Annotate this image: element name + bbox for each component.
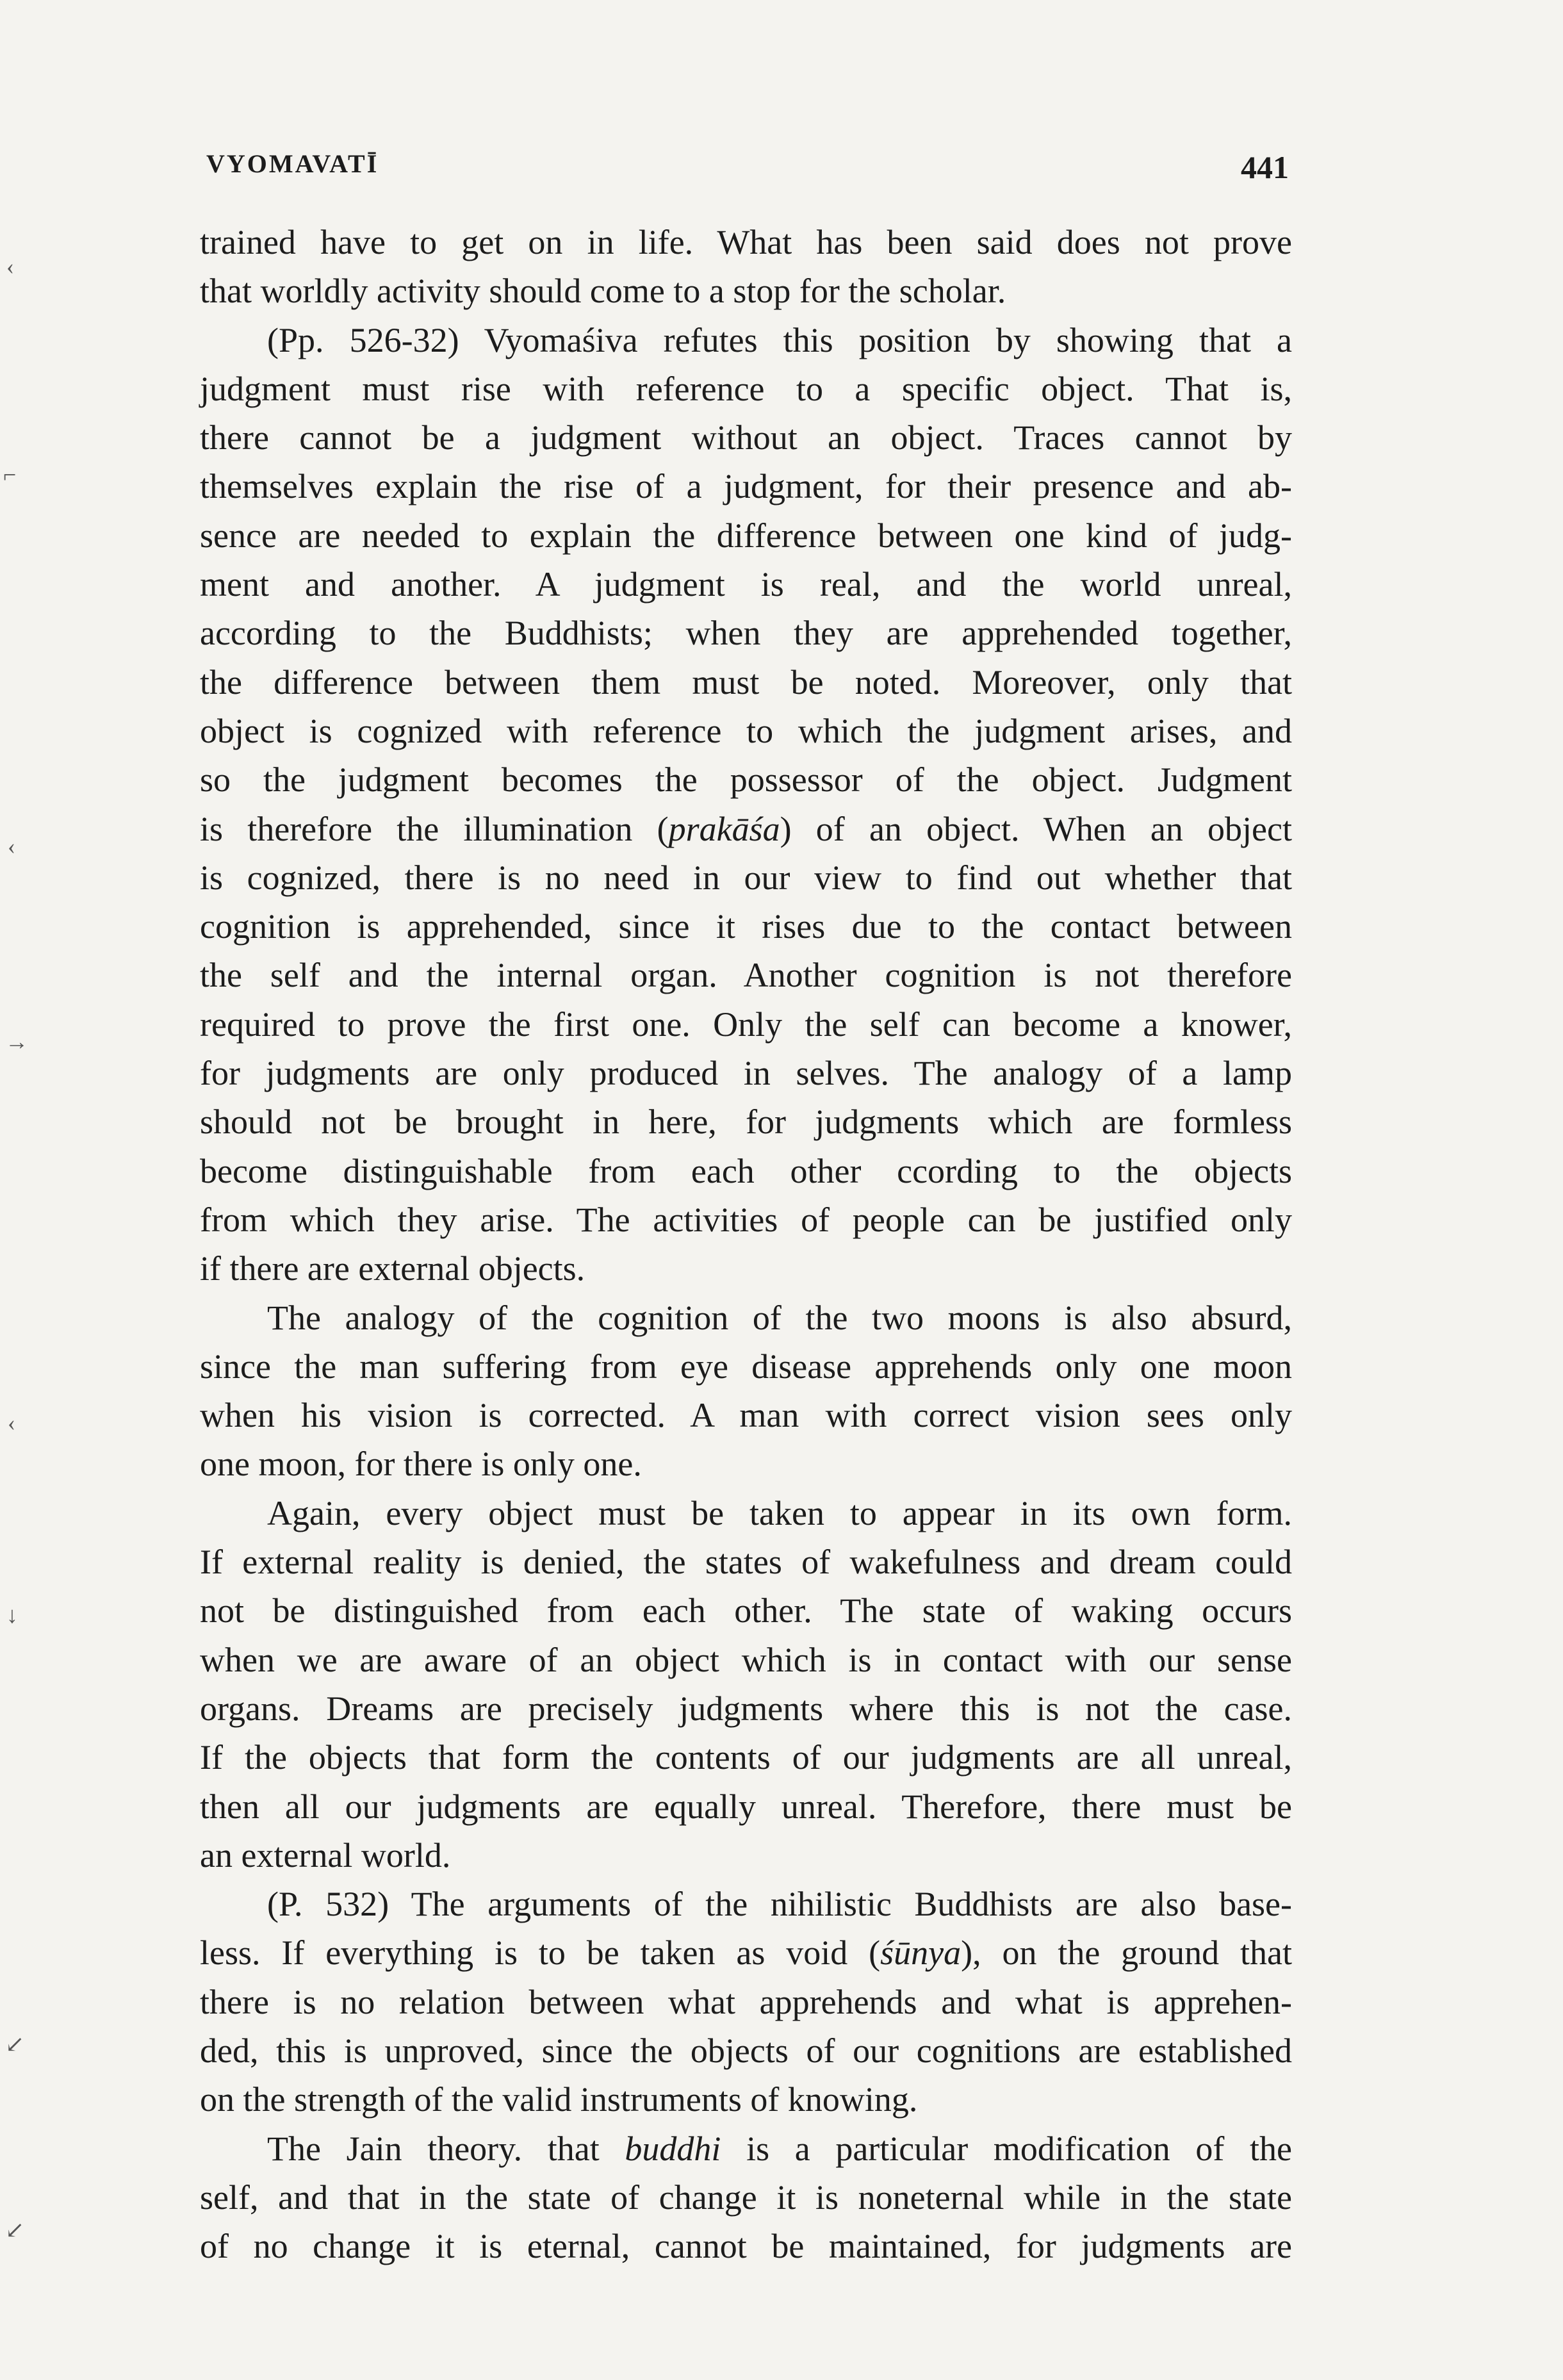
text-line: on the strength of the valid instruments of knowing. — [200, 2080, 918, 2119]
text-line: The Jain theory. that buddhi is a particular modification of the — [267, 2129, 1293, 2168]
text-line: the difference between them must be noted. Moreover, only that — [200, 662, 1292, 702]
running-title: VYOMAVATĪ — [206, 149, 379, 178]
text-line: is therefore the illumination (prakāśa) of an object. When an object — [200, 809, 1292, 848]
page-header — [206, 149, 1289, 193]
text-line: ment and another. A judgment is real, and the world unreal, — [200, 565, 1292, 604]
margin-mark: ‹ — [8, 833, 15, 859]
text-line: when his vision is corrected. A man with correct vision sees only — [200, 1396, 1292, 1435]
text-line: for judgments are only produced in selves. The analogy of a lamp — [200, 1054, 1292, 1093]
text-line: since the man suffering from eye disease apprehends only one moon — [200, 1347, 1292, 1386]
page-number: 441 — [1241, 149, 1289, 185]
text-line: become distinguishable from each other ccording to the objects — [200, 1151, 1292, 1190]
margin-mark: ↙ — [5, 2031, 25, 2057]
body-text — [200, 218, 1292, 2270]
text-line: (P. 532) The arguments of the nihilistic Buddhists are also base- — [267, 1885, 1292, 1924]
italic-term: prakāśa — [668, 809, 780, 848]
text-line: Again, every object must be taken to appear in its own form. — [267, 1493, 1292, 1532]
text-line: not be distinguished from each other. The state of waking occurs — [200, 1591, 1292, 1630]
text-line: then all our judgments are equally unreal. Therefore, there must be — [200, 1787, 1292, 1826]
text-line: (Pp. 526-32) Vyomaśiva refutes this position by showing that a — [267, 320, 1292, 359]
text-line: according to the Buddhists; when they are apprehended together, — [200, 614, 1292, 653]
text-line: so the judgment becomes the possessor of the object. Judgment — [200, 760, 1292, 800]
text-line: ded, this is unproved, since the objects of our cognitions are established — [200, 2031, 1292, 2070]
text-line: the self and the internal organ. Another cognition is not therefore — [200, 956, 1292, 995]
text-line: If the objects that form the contents of our judgments are all unreal, — [200, 1738, 1292, 1777]
margin-mark: → — [5, 1029, 28, 1055]
margin-mark: ‹ — [8, 1410, 15, 1436]
text-line: The analogy of the cognition of the two moons is also absurd, — [267, 1298, 1292, 1337]
margin-mark: ⌐ — [3, 462, 17, 488]
text-line: required to prove the first one. Only the self can become a knower, — [200, 1005, 1292, 1044]
text-line: themselves explain the rise of a judgment, for their presence and ab- — [200, 467, 1292, 506]
text-line: one moon, for there is only one. — [200, 1445, 642, 1484]
text-line: should not be brought in here, for judgments which are formless — [200, 1103, 1292, 1142]
text-line: object is cognized with reference to which the judgment arises, and — [200, 711, 1292, 750]
text-line: there cannot be a judgment without an object. Traces cannot by — [200, 418, 1292, 457]
text-line: of no change it is eternal, cannot be maintained, for judgments are — [200, 2227, 1292, 2266]
margin-mark: ↓ — [6, 1602, 18, 1628]
text-line: is cognized, there is no need in our view to find out whether that — [200, 858, 1292, 897]
text-line: cognition is apprehended, since it rises due to the contact between — [200, 907, 1292, 946]
text-line: that worldly activity should come to a stop for the scholar. — [200, 272, 1006, 311]
text-line: when we are aware of an object which is in contact with our sense — [200, 1640, 1292, 1679]
text-line: trained have to get on in life. What has been said does not prove — [200, 223, 1292, 261]
text-line: an external world. — [200, 1835, 451, 1875]
margin-mark: ‹ — [6, 254, 14, 279]
text-line: if there are external objects. — [200, 1249, 585, 1288]
text-line: there is no relation between what apprehends and what is apprehen- — [200, 1982, 1292, 2021]
text-line: organs. Dreams are precisely judgments where this is not the case. — [200, 1689, 1292, 1728]
text-line: sence are needed to explain the difference between one kind of judg- — [200, 516, 1292, 555]
margin-mark: ↙ — [5, 2217, 25, 2243]
italic-term: śūnya — [880, 1933, 962, 1973]
text-line: If external reality is denied, the states of wakefulness and dream could — [200, 1543, 1292, 1582]
text-line: less. If everything is to be taken as void (śūnya), on the ground that — [200, 1933, 1292, 1973]
italic-term: buddhi — [625, 2129, 721, 2168]
text-line: judgment must rise with reference to a specific object. That is, — [200, 369, 1292, 408]
text-line: from which they arise. The activities of people can be justified only — [200, 1200, 1292, 1239]
text-line: self, and that in the state of change it is noneternal while in the state — [200, 2178, 1292, 2217]
